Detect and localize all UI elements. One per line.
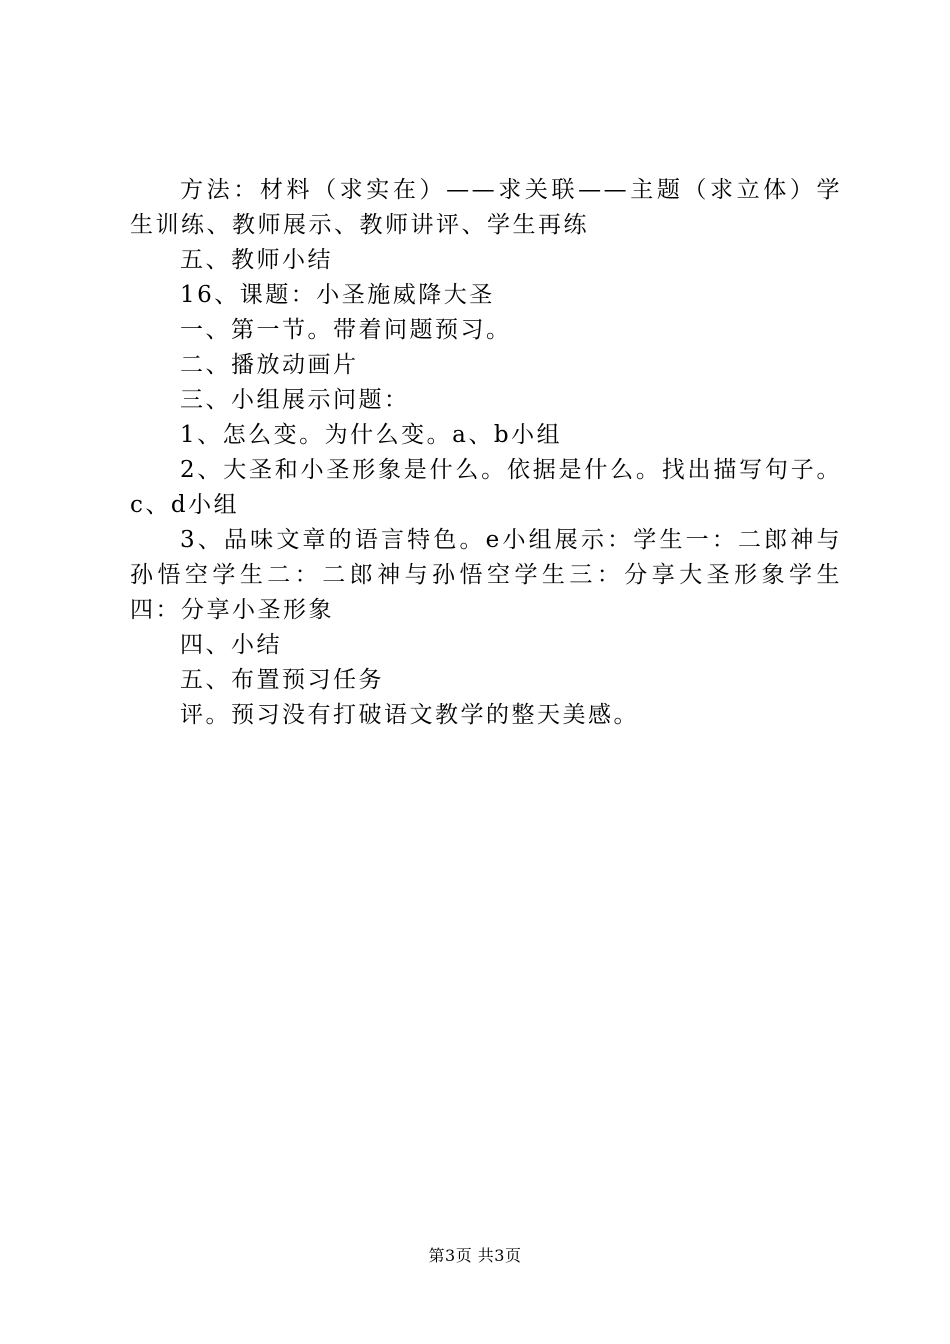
paragraph-section-five: 五、布置预习任务 [180, 667, 384, 693]
paragraph-question-one: 1、怎么变。为什么变。a、b小组 [180, 422, 563, 448]
paragraph-question-two: 2、大圣和小圣形象是什么。依据是什么。找出描写句子。c、d小组 [130, 457, 842, 518]
paragraph-section-three: 三、小组展示问题： [180, 387, 410, 413]
paragraph-section-two: 二、播放动画片 [180, 352, 359, 378]
document-body [130, 173, 842, 733]
paragraph-teacher-summary: 五、教师小结 [180, 247, 333, 273]
paragraph-section-one: 一、第一节。带着问题预习。 [180, 317, 512, 343]
paragraph-evaluation: 评。预习没有打破语文教学的整天美感。 [180, 702, 639, 728]
paragraph-lesson-title: 16、课题：小圣施威降大圣 [180, 282, 495, 308]
paragraph-section-four: 四、小结 [180, 632, 282, 658]
paragraph-question-three: 3、品味文章的语言特色。e小组展示：学生一：二郎神与孙悟空学生二：二郎神与孙悟空学生三：分享大圣形象学生四：分享小圣形象 [130, 527, 842, 623]
paragraph-method: 方法：材料（求实在）——求关联——主题（求立体）学生训练、教师展示、教师讲评、学生再练 [130, 177, 842, 238]
page-footer: 第3页 共3页 [428, 1246, 522, 1265]
